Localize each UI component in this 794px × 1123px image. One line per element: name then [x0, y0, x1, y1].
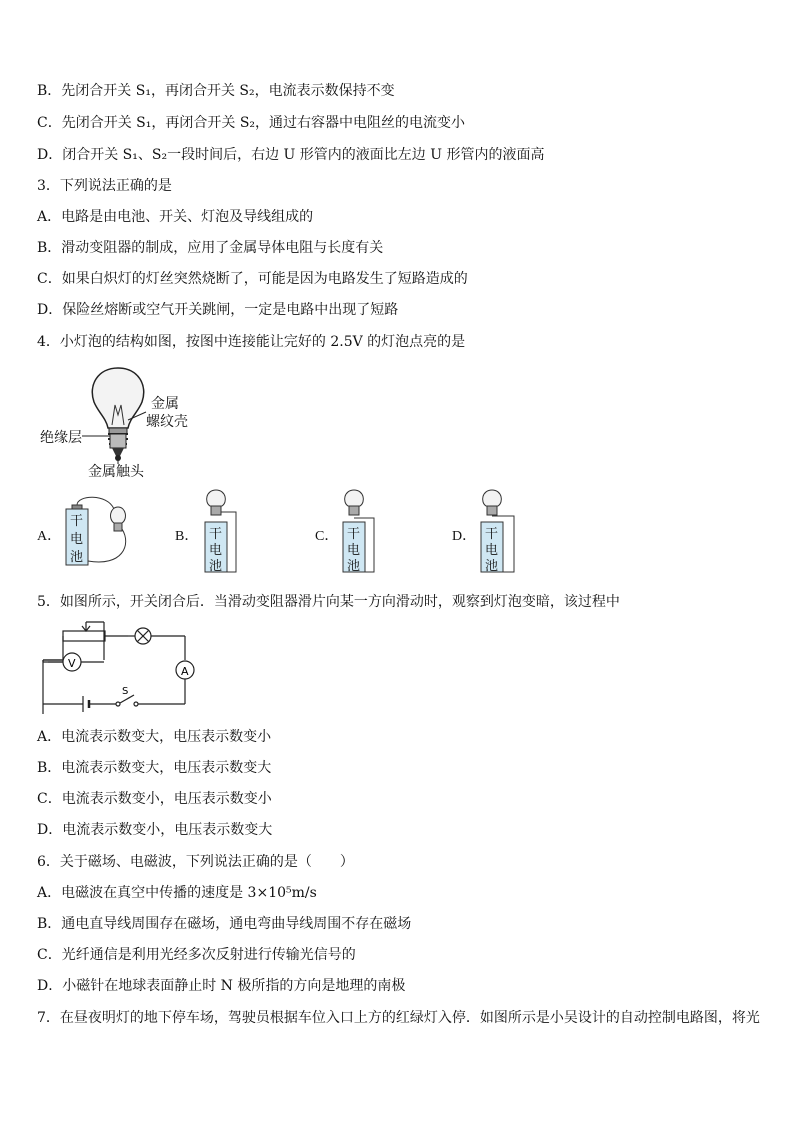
battery-char-3: 池 — [485, 559, 499, 574]
q6-option-c: C．光纤通信是利用光经多次反射进行传输光信号的 — [37, 947, 356, 963]
bulb-structure-figure — [38, 360, 198, 485]
label-metal: 金属 — [151, 396, 179, 412]
q4-option-a-label: A． — [37, 529, 62, 544]
q6-option-a: A．电磁波在真空中传播的速度是 3×10⁵m/s — [37, 885, 317, 901]
battery-char-1: 干 — [209, 527, 223, 542]
ammeter-label: A — [181, 665, 189, 678]
battery-char-3: 池 — [209, 559, 223, 574]
q3-option-a: A．电路是由电池、开关、灯泡及导线组成的 — [37, 209, 314, 225]
battery-char-3: 池 — [70, 550, 84, 565]
battery-char-2: 电 — [70, 532, 84, 547]
q7-stem: 7．在昼夜明灯的地下停车场，驾驶员根据车位入口上方的红绿灯入停．如图所示是小吴设计的自动控制电路图，将光 — [37, 1010, 760, 1026]
q2-option-b: B．先闭合开关 S₁，再闭合开关 S₂，电流表示数保持不变 — [37, 83, 395, 99]
q3-option-c: C．如果白炽灯的灯丝突然烧断了，可能是因为电路发生了短路造成的 — [37, 271, 468, 287]
q4-option-d-label: D． — [452, 529, 477, 544]
q4-stem: 4．小灯泡的结构如图，按图中连接能让完好的 2.5V 的灯泡点亮的是 — [37, 334, 466, 350]
q3-stem: 3．下列说法正确的是 — [37, 178, 172, 194]
q3-option-b: B．滑动变阻器的制成，应用了金属导体电阻与长度有关 — [37, 240, 384, 256]
battery-char-1: 干 — [70, 514, 84, 529]
q4-option-a-figure — [62, 495, 136, 573]
q5-option-b: B．电流表示数变大，电压表示数变大 — [37, 760, 272, 776]
q5-circuit-diagram — [38, 618, 198, 720]
q6-option-d: D．小磁针在地球表面静止时 N 极所指的方向是地理的南极 — [37, 978, 406, 994]
label-insulation: 绝缘层 — [40, 430, 82, 446]
q5-stem: 5．如图所示，开关闭合后．当滑动变阻器滑片向某一方向滑动时，观察到灯泡变暗，该过程中 — [37, 594, 620, 610]
q4-option-b-figure — [200, 488, 244, 576]
battery-char-2: 电 — [209, 543, 223, 558]
battery-char-3: 池 — [347, 559, 361, 574]
q5-option-c: C．电流表示数变小，电压表示数变小 — [37, 791, 272, 807]
q6-option-b: B．通电直导线周围存在磁场，通电弯曲导线周围不存在磁场 — [37, 916, 412, 932]
q2-option-d: D．闭合开关 S₁、S₂一段时间后，右边 U 形管内的液面比左边 U 形管内的液面高 — [37, 147, 545, 163]
q4-option-b-label: B． — [175, 529, 199, 544]
label-shell: 螺纹壳 — [146, 414, 188, 430]
battery-char-1: 干 — [347, 527, 361, 542]
voltmeter-label: V — [68, 657, 76, 670]
q5-option-a: A．电流表示数变大，电压表示数变小 — [37, 729, 272, 745]
battery-char-2: 电 — [347, 543, 361, 558]
label-contact: 金属触头 — [88, 464, 144, 480]
q5-option-d: D．电流表示数变小，电压表示数变大 — [37, 822, 273, 838]
battery-char-2: 电 — [485, 543, 499, 558]
q3-option-d: D．保险丝熔断或空气开关跳闸，一定是电路中出现了短路 — [37, 302, 399, 318]
q4-option-d-figure — [476, 488, 520, 576]
q2-option-c: C．先闭合开关 S₁，再闭合开关 S₂，通过右容器中电阻丝的电流变小 — [37, 115, 466, 131]
q4-option-c-figure — [340, 488, 384, 576]
bulb-icon — [92, 368, 143, 461]
battery-char-1: 干 — [485, 527, 499, 542]
switch-label: S — [122, 686, 129, 697]
q4-option-c-label: C． — [315, 529, 339, 544]
q6-stem: 6．关于磁场、电磁波，下列说法正确的是（ ） — [37, 854, 354, 870]
